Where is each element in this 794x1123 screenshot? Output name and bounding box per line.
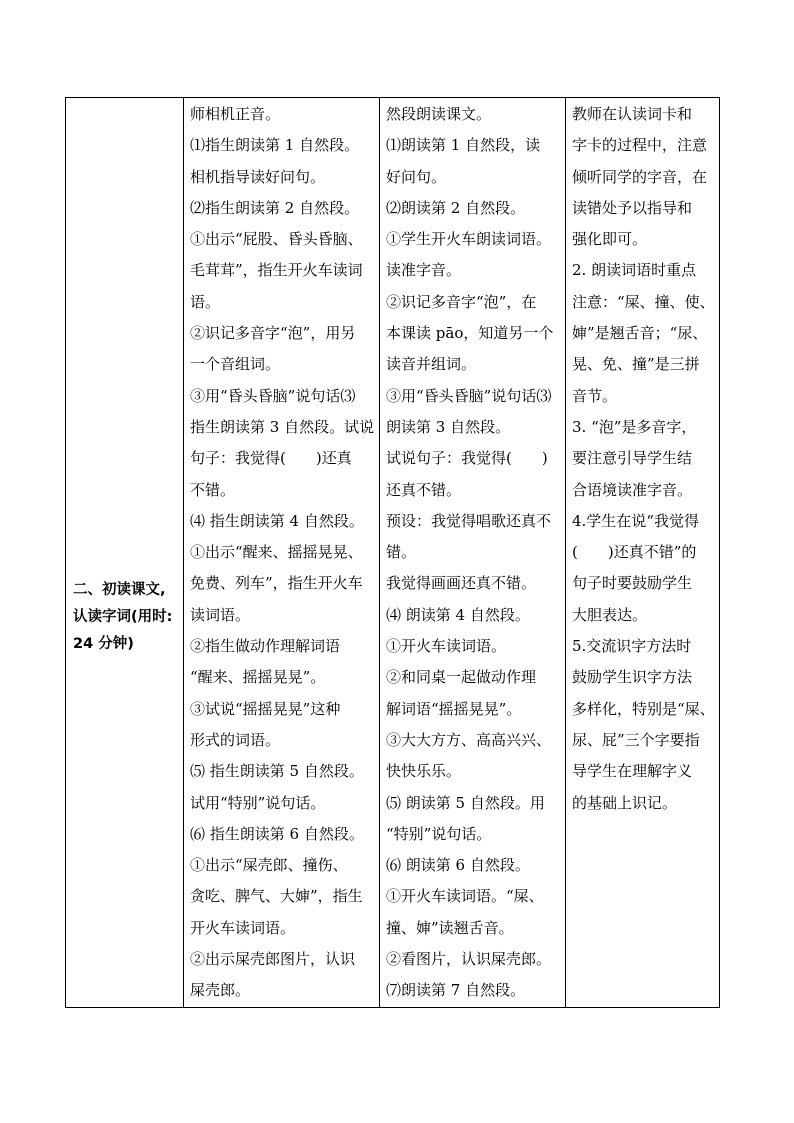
text-line: 句子时要鼓励学生: [572, 574, 693, 593]
text-line: ③用“昏头昏脑”说句话⑶: [386, 386, 552, 405]
student-activity-cell: [380, 98, 566, 1008]
stage-title-line: 认读字词(用时:: [73, 608, 173, 625]
teacher-activity-text: [184, 98, 379, 1007]
text-line: 导学生在理解字义: [572, 762, 693, 781]
text-line: 预设：我觉得唱歌还真不: [386, 511, 552, 530]
text-line: 撞、婶”读翘舌音。: [386, 918, 514, 937]
text-line: 尿、屁”三个字要指: [572, 730, 700, 749]
text-line: 朗读第 3 自然段。: [386, 417, 511, 436]
text-line: ⑹ 朗读第 6 自然段。: [386, 856, 530, 875]
text-line: 错。: [386, 543, 417, 562]
text-line: 屎壳郎。: [190, 981, 251, 1000]
stage-cell: [66, 98, 184, 1008]
text-line: ( )还真不错”的: [572, 543, 697, 562]
text-line: 鼓励学生识字方法: [572, 668, 693, 687]
text-line: ①出示“屎壳郎、撞伤、: [190, 856, 348, 875]
text-line: ⑴朗读第 1 自然段，读: [386, 136, 541, 155]
table-row: [66, 98, 720, 1008]
text-line: “醒来、摇摇晃晃”。: [190, 668, 326, 687]
notes-text: [566, 98, 719, 819]
text-line: 要注意引导学生结: [572, 449, 693, 468]
text-line: ①开火车读词语。“屎、: [386, 887, 544, 906]
text-line: 还真不错。: [386, 480, 462, 499]
text-line: 师相机正音。: [190, 105, 281, 123]
text-line: ②识记多音字“泡”，用另: [190, 324, 356, 343]
text-line: ⑹ 指生朗读第 6 自然段。: [190, 824, 364, 843]
text-line: 2. 朗读词语时重点: [572, 261, 697, 280]
text-line: 开火车读词语。: [190, 918, 296, 937]
text-line: 我觉得画画还真不错。: [386, 574, 537, 593]
text-line: 读词语。: [190, 605, 251, 624]
text-line: 本课读 pāo，知道另一个: [386, 324, 554, 343]
text-line: ③试说“摇摇晃晃”这种: [190, 699, 341, 718]
stage-title: [66, 577, 183, 658]
text-line: 的基础上识记。: [572, 793, 678, 812]
text-line: ⑺朗读第 7 自然段。: [386, 981, 526, 1000]
text-line: 毛茸茸”，指生开火车读词: [190, 261, 363, 280]
student-activity-text: [380, 98, 565, 1007]
text-line: ②看图片，认识屎壳郎。: [386, 950, 552, 969]
text-line: 音节。: [572, 386, 618, 405]
text-line: ⑴指生朗读第 1 自然段。: [190, 136, 360, 155]
text-line: 注意：“屎、撞、使、: [572, 292, 715, 311]
text-line: ②指生做动作理解词语: [190, 637, 341, 656]
lesson-plan-table: [65, 97, 720, 1008]
stage-title-line: 24 分钟): [73, 635, 134, 652]
text-line: “特别”说句话。: [386, 824, 492, 843]
text-line: 不错。: [190, 480, 236, 499]
text-line: 试说句子：我觉得( ): [386, 449, 548, 468]
stage-title-line: 二、初读课文,: [73, 581, 166, 598]
text-line: 形式的词语。: [190, 730, 281, 749]
text-line: ⑸ 指生朗读第 5 自然段。: [190, 762, 364, 781]
text-line: 免费、列车”，指生开火车: [190, 574, 363, 593]
notes-cell: [566, 98, 720, 1008]
text-line: ⑵朗读第 2 自然段。: [386, 198, 526, 217]
text-line: 字卡的过程中，注意: [572, 136, 708, 155]
text-line: 快快乐乐。: [386, 762, 462, 781]
text-line: 多样化，特别是“屎、: [572, 699, 715, 718]
text-line: ⑷ 指生朗读第 4 自然段。: [190, 511, 364, 530]
text-line: ①出示“屁股、昏头昏脑、: [190, 230, 363, 249]
teacher-activity-cell: [184, 98, 380, 1008]
text-line: 相机指导读好问句。: [190, 167, 326, 186]
text-line: ③大大方方、高高兴兴、: [386, 730, 552, 749]
text-line: 解词语“摇摇晃晃”。: [386, 699, 522, 718]
text-line: ⑸ 朗读第 5 自然段。用: [386, 793, 545, 812]
text-line: ⑷ 朗读第 4 自然段。: [386, 605, 530, 624]
text-line: 晃、免、撞”是三拼: [572, 355, 700, 374]
text-line: 4.学生在说“我觉得: [572, 511, 699, 530]
text-line: ③用“昏头昏脑”说句话⑶: [190, 386, 356, 405]
text-line: 贪吃、脾气、大婶”，指生: [190, 887, 363, 906]
text-line: 好问句。: [386, 167, 447, 186]
text-line: ⑵指生朗读第 2 自然段。: [190, 198, 360, 217]
text-line: 婶”是翘舌音；“尿、: [572, 324, 708, 343]
text-line: 读准字音。: [386, 261, 462, 280]
text-line: 语。: [190, 292, 221, 311]
text-line: 倾听同学的字音，在: [572, 167, 708, 186]
text-line: 然段朗读课文。: [386, 105, 492, 123]
text-line: 读错处予以指导和: [572, 198, 693, 217]
text-line: 强化即可。: [572, 230, 648, 249]
text-line: ②和同桌一起做动作理: [386, 668, 537, 687]
text-line: ①出示“醒来、摇摇晃晃、: [190, 543, 363, 562]
text-line: ②识记多音字“泡”，在: [386, 292, 537, 311]
text-line: 合语境读准字音。: [572, 480, 693, 499]
text-line: ①开火车读词语。: [386, 637, 507, 656]
text-line: 3. “泡”是多音字，: [572, 417, 697, 436]
text-line: 试用“特别”说句话。: [190, 793, 326, 812]
text-line: 大胆表达。: [572, 605, 648, 624]
text-line: ②出示屎壳郎图片，认识: [190, 950, 356, 969]
text-line: 读音并组词。: [386, 355, 477, 374]
text-line: 一个音组词。: [190, 355, 281, 374]
text-line: 5.交流识字方法时: [572, 637, 692, 656]
text-line: 句子：我觉得( )还真: [190, 449, 352, 468]
text-line: 教师在认读词卡和: [572, 105, 693, 123]
text-line: ①学生开火车朗读词语。: [386, 230, 552, 249]
text-line: 指生朗读第 3 自然段。试说: [190, 417, 375, 436]
